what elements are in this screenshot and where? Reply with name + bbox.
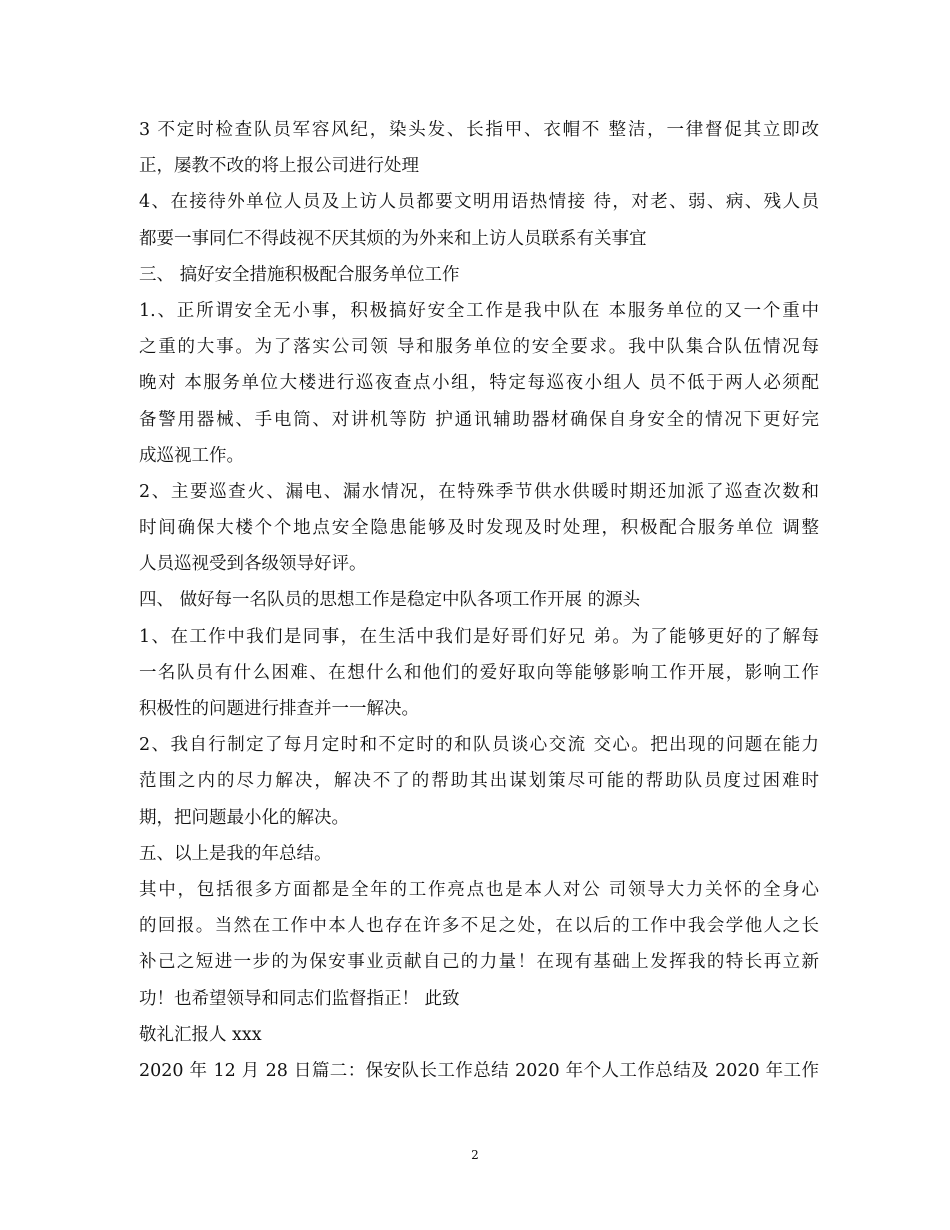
text-line: 的回报。当然在工作中本人也存在许多不足之处，在以后的工作中我会学他人之长 [139,916,819,937]
text-line: 成巡视工作。 [139,445,244,466]
text-line: 四、 做好每一名队员的思想工作是稳定中队各项工作开展 的源头 [139,590,641,611]
text-line: 3 不定时检查队员军容风纪，染头发、长指甲、衣帽不 整洁，一律督促其立即改 [139,120,819,140]
text-line: 晚对 本服务单位大楼进行巡夜查点小组，特定每巡夜小组人 员不低于两人必须配 [139,373,819,394]
text-line: 五、以上是我的年总结。 [139,843,332,864]
text-line: 备警用器械、手电筒、对讲机等防 护通讯辅助器材确保自身安全的情况下更好完 [139,409,819,430]
text-line: 三、 搞好安全措施积极配合服务单位工作 [139,264,460,285]
text-line: 正，屡教不改的将上报公司进行处理 [139,156,419,177]
text-line: 2020 年 12 月 28 日篇二：保安队长工作总结 2020 年个人工作总结及 2020 年工作 [139,1060,819,1081]
text-line: 之重的大事。为了落实公司领 导和服务单位的安全要求。我中队集合队伍情况每 [139,337,819,358]
document-body [139,112,819,1089]
text-line: 1.、正所谓安全无小事，积极搞好安全工作是我中队在 本服务单位的又一个重中 [139,300,819,321]
text-line: 功！也希望领导和同志们监督指正！ 此致 [139,988,460,1009]
text-line: 敬礼汇报人 xxx [139,1024,262,1045]
page-number: 2 [471,1148,479,1162]
text-line: 2、主要巡查火、漏电、漏水情况，在特殊季节供水供暖时期还加派了巡查次数和 [139,481,819,502]
text-line: 人员巡视受到各级领导好评。 [139,554,367,575]
text-line: 时间确保大楼个个地点安全隐患能够及时发现及时处理，积极配合服务单位 调整 [139,518,819,539]
text-line: 4、在接待外单位人员及上访人员都要文明用语热情接 待，对老、弱、病、残人员 [139,192,819,213]
text-line: 范围之内的尽力解决，解决不了的帮助其出谋划策尽可能的帮助队员度过困难时 [139,771,819,792]
text-line: 期，把问题最小化的解决。 [139,807,349,828]
text-line: 1、在工作中我们是同事，在生活中我们是好哥们好兄 弟。为了能够更好的了解每 [139,626,819,647]
text-line: 积极性的问题进行排查并一一解决。 [139,699,419,719]
text-line: 其中，包括很多方面都是全年的工作亮点也是本人对公 司领导大力关怀的全身心 [139,879,819,900]
text-line: 2、我自行制定了每月定时和不定时的和队员谈心交流 交心。把出现的问题在能力 [139,735,819,756]
text-line: 都要一事同仁不得歧视不厌其烦的为外来和上访人员联系有关事宜 [139,228,647,249]
text-line: 一名队员有什么困难、在想什么和他们的爱好取向等能够影响工作开展，影响工作 [139,662,819,683]
text-line: 补己之短进一步的为保安事业贡献自己的力量！在现有基础上发挥我的特长再立新 [139,952,819,973]
